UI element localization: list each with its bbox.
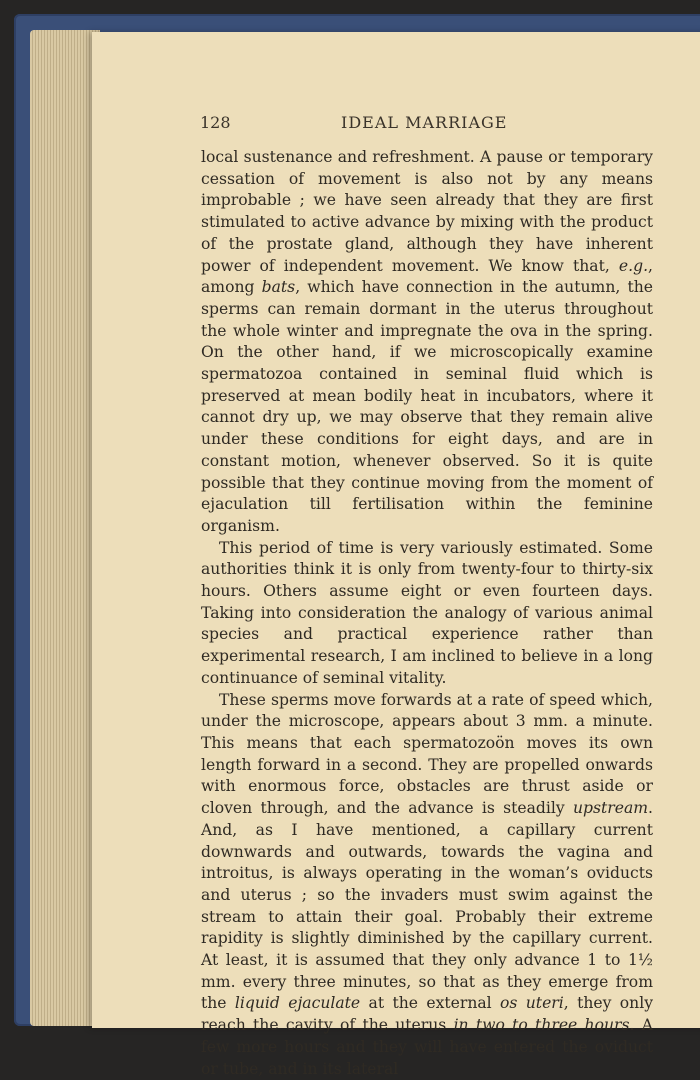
text-run: This period of time is very variously estimated. Some authorities think it is only from twenty-four to thirty-six hours. Others assume eight or even fourteen days. Taking into consideration the analogy of various animal species and practical experience rather than experimental research, I am inclined to believe in a long continuance of seminal vitality. — [201, 538, 653, 687]
italic-text: in two to three hours — [453, 1016, 630, 1035]
paragraph-2 — [201, 538, 653, 690]
italic-text: bats — [261, 278, 296, 297]
paragraph-1 — [201, 147, 653, 538]
italic-text: liquid ejaculate — [234, 994, 361, 1013]
text-run: local sustenance and refreshment. A pause or temporary cessation of movement is also not by any means improbable ; we have seen already that they are first stimulated to active advance by mixing with the product of the prostate gland, although they have inherent power of independent movement. We know that, — [201, 148, 653, 275]
text-run: , which have connection in the autumn, the sperms can remain dormant in the uterus throughout the whole winter and impregnate the ova in the spring. On the other hand, if we microscopically examine spermatozoa contained in seminal fluid which is preserved at mean bodily heat in incubators, where it cannot dry up, we may observe that they remain alive under these conditions for eight days, and are in constant motion, whenever observed. So it is quite possible that they continue moving from the moment of ejaculation till fertilisation within the feminine organism. — [201, 278, 653, 535]
text-run: . And, as I have mentioned, a capillary current downwards and outwards, towards the vagina and introitus, is always operating in the woman’s oviducts and uterus ; so the invaders must swim against the stream to attain their goal. Probably their extreme rapidity is slightly diminished by the capillary current. At least, it is assumed that they only advance 1 to 1½ mm. every three minutes, so that as they emerge from the — [201, 799, 653, 1013]
paragraph-3 — [201, 690, 653, 1080]
text-run: at the external — [360, 994, 501, 1013]
italic-text: os uteri — [500, 994, 564, 1013]
italic-text: e.g. — [618, 256, 649, 275]
body-text — [201, 147, 653, 1080]
running-head: IDEAL MARRIAGE — [341, 113, 508, 132]
text-run: . A few more hours and they will have entered the oviduct or tube, and in its lateral — [201, 1016, 653, 1078]
text-run: , among — [201, 256, 653, 297]
page-header — [200, 113, 700, 137]
text-run: , they only reach the cavity of the uterus — [201, 994, 654, 1035]
page-number: 128 — [200, 113, 231, 132]
text-run: These sperms move forwards at a rate of speed which, under the microscope, appears about 3 mm. a minute. This means that each spermatozoön moves its own length forward in a second. They are propelled onwards with enormous force, obstacles are thrust aside or cloven through, and the advance is steadily — [201, 690, 653, 818]
page-edges — [30, 30, 100, 1026]
italic-text: upstream — [572, 799, 649, 818]
